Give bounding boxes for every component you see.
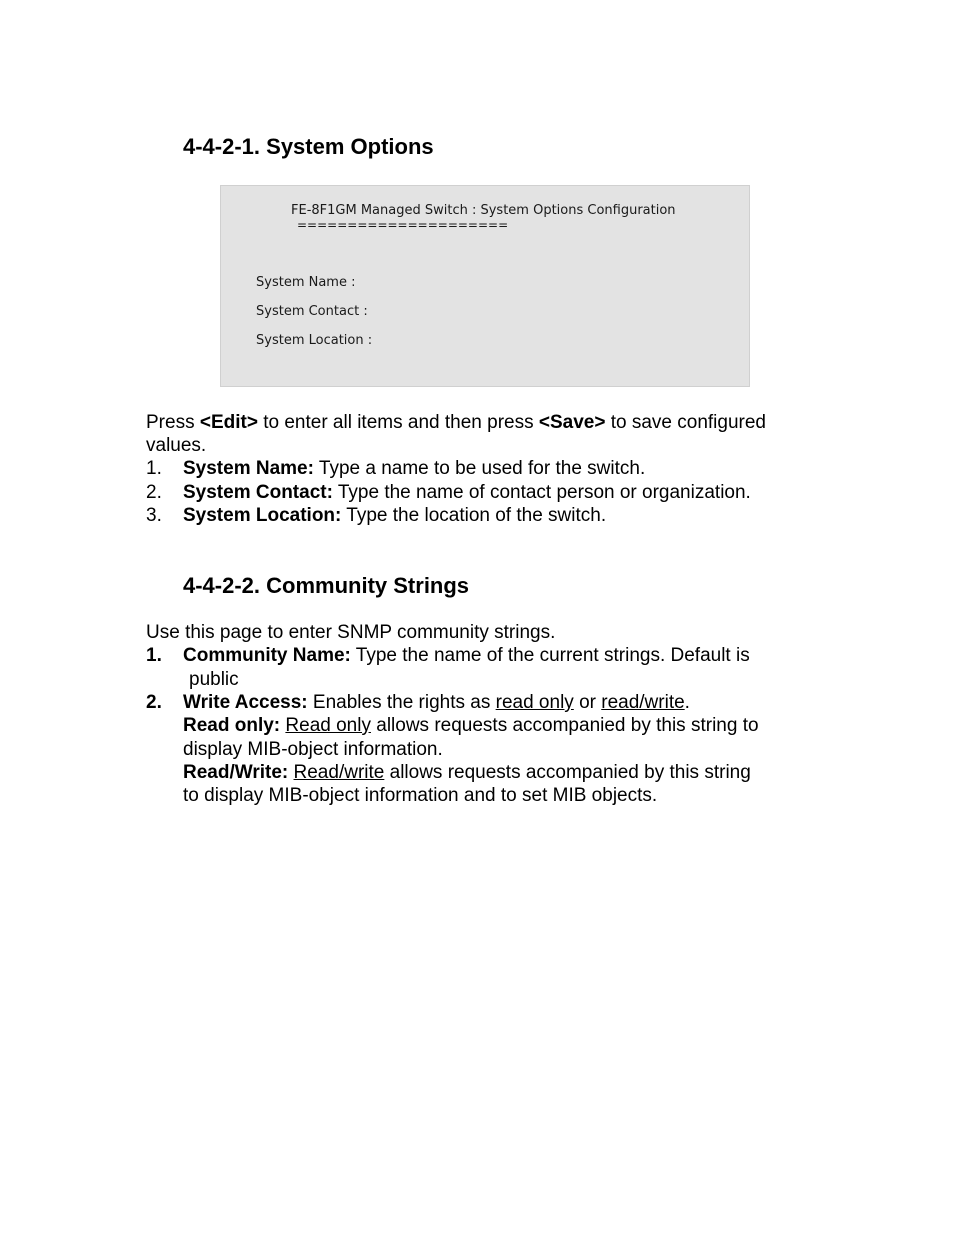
list-item-label: System Name:: [183, 458, 314, 479]
list-number: 2.: [146, 482, 162, 503]
list-item-system-location: [183, 504, 606, 527]
read-only-description-cont: display MIB-object information.: [183, 739, 443, 760]
screen-field-system-location: System Location :: [256, 333, 373, 348]
read-only-term: Read only: [285, 715, 371, 736]
screen-field-system-contact: System Contact :: [256, 304, 368, 319]
screen-field-system-name: System Name :: [256, 275, 356, 290]
list-number: 2.: [146, 692, 162, 713]
intro-text: Press: [146, 412, 200, 433]
intro-text: to enter all items and then press: [257, 412, 539, 433]
list-item-text: .: [684, 692, 690, 713]
description-text: allows requests accompanied by this string to: [370, 715, 759, 736]
intro-paragraph: [146, 411, 766, 434]
system-options-screenshot: [220, 185, 750, 387]
list-number: 3.: [146, 505, 162, 526]
list-item-text: Enables the rights as: [307, 692, 496, 713]
save-key: <Save>: [538, 412, 606, 433]
list-item-text: Type the location of the switch.: [341, 505, 607, 526]
section-heading-system-options: 4-4-2-1. System Options: [183, 134, 434, 159]
intro-text: to save configured: [605, 412, 766, 433]
read-write-description-cont: to display MIB-object information and to set MIB objects.: [183, 785, 658, 806]
list-number: 1.: [146, 458, 162, 479]
intro-paragraph-cont: values.: [146, 435, 207, 456]
read-only-term: read only: [495, 692, 574, 713]
list-item-label: System Contact:: [183, 482, 333, 503]
list-number: 1.: [146, 645, 162, 666]
list-item-label: Write Access:: [183, 692, 308, 713]
description-text: allows requests accompanied by this string: [384, 762, 751, 783]
list-item-community-name-cont: public: [189, 669, 239, 690]
list-item-write-access: [183, 691, 690, 714]
list-item-system-contact: [183, 481, 751, 504]
section-heading-community-strings: 4-4-2-2. Community Strings: [183, 573, 470, 598]
read-write-term: Read/write: [293, 762, 385, 783]
read-write-description: [183, 761, 751, 784]
screen-title: FE-8F1GM Managed Switch : System Options Configuration: [291, 203, 676, 218]
community-intro: Use this page to enter SNMP community strings.: [146, 622, 556, 643]
list-item-text: Type the name of the current strings. Default is: [350, 645, 750, 666]
read-write-label: Read/Write:: [183, 762, 289, 783]
list-item-label: Community Name:: [183, 645, 351, 666]
list-item-text: Type a name to be used for the switch.: [313, 458, 646, 479]
read-only-description: [183, 714, 759, 737]
screen-title-rule: =====================: [297, 218, 509, 232]
list-item-text: or: [573, 692, 602, 713]
list-item-community-name: [183, 644, 750, 667]
read-write-term: read/write: [601, 692, 685, 713]
list-item-text: Type the name of contact person or organization.: [332, 482, 751, 503]
list-item-label: System Location:: [183, 505, 342, 526]
list-item-system-name: [183, 457, 645, 480]
edit-key: <Edit>: [199, 412, 258, 433]
read-only-label: Read only:: [183, 715, 281, 736]
